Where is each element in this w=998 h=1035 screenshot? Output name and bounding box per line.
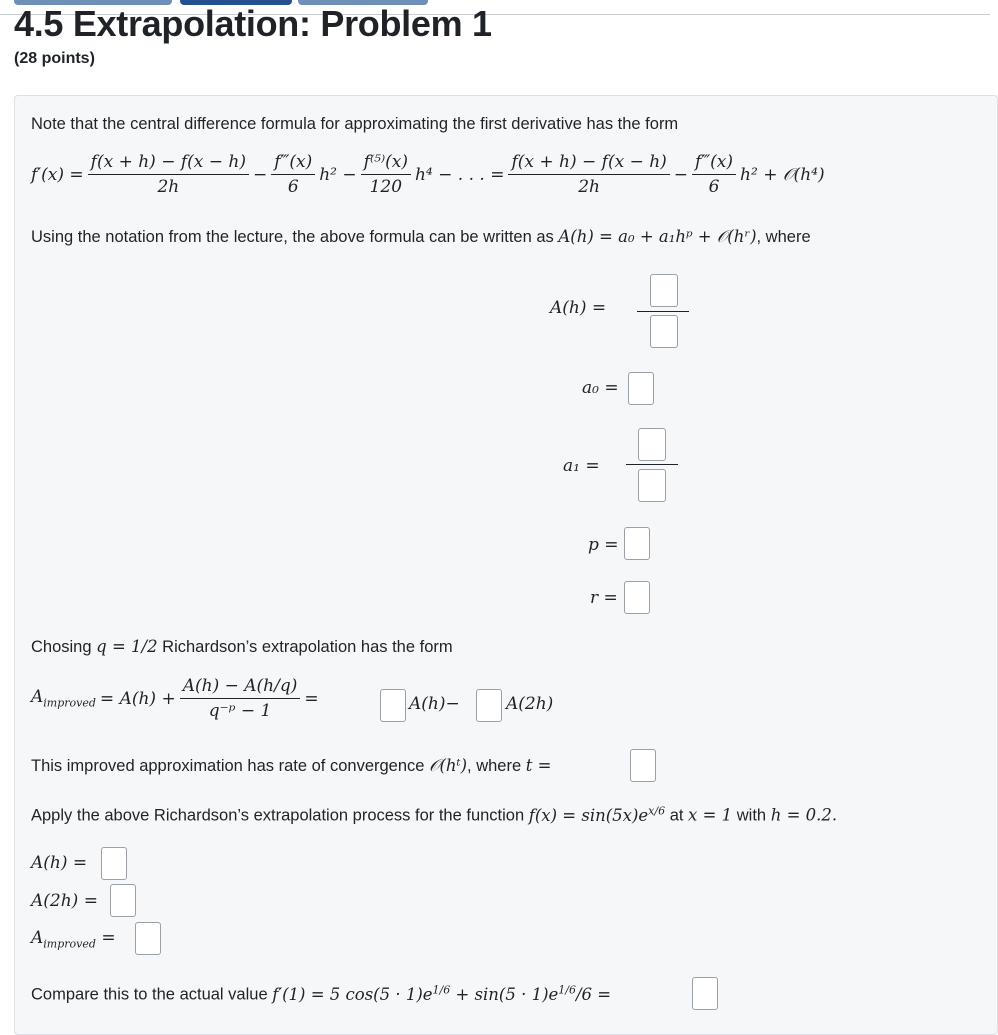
intro-text: Note that the central difference formula for approximating the first derivative has the form (31, 115, 679, 133)
coef-A-h-input[interactable] (380, 689, 406, 722)
A-h-fraction-bar (637, 311, 689, 312)
r-input[interactable] (624, 581, 650, 614)
term-A-h: A(h)− (409, 694, 460, 714)
actual-value-input[interactable] (692, 977, 718, 1010)
label-result-A-improved: $A_{improved}$ = (31, 928, 116, 951)
richardson-formula: $A_{improved}$ = A(h) + $\frac{A(h) - A(h/q)}{\text{q⁻ᵖ − 1}}$ = (31, 676, 319, 721)
choosing-line: Chosing q = 1/2 Richardson’s extrapolation has the form (31, 637, 453, 656)
p-input[interactable] (624, 527, 650, 560)
fraction-5: $\frac{f‴(x)}{6}$ (692, 152, 736, 197)
label-A-h: A(h) = (550, 298, 607, 318)
central-difference-formula: f′(x) = $\frac{f(x + h) - f(x - h)}{2h}$ − $\frac{f‴(x)}{6}$ h² − $\frac{\text{f⁽⁵⁾(x)}}{120}$ h⁴ − . . . = $\frac{f(x + h) - f(x - h)}{2h}$ − $\frac{f‴(x)}{6}$ h² + 𝒪(h⁴) (31, 152, 825, 197)
label-a0: a₀ = (582, 378, 619, 398)
label-a1: a₁ = (563, 456, 600, 476)
apply-line: Apply the above Richardson’s extrapolation process for the function $f(x) = \sin(5x)e^{x/6}$ at x = 1 with h = 0.2. (31, 804, 838, 825)
label-result-A-h: A(h) = (31, 853, 88, 873)
rate-line: This improved approximation has rate of convergence 𝒪(hᵗ), where t = (31, 756, 552, 775)
label-p: p = (588, 535, 619, 555)
A-improved-symbol: $A_{improved}$ (31, 687, 96, 710)
points-label: (28 points) (14, 50, 95, 67)
formula-lhs: f′(x) = (31, 164, 84, 185)
fraction-1: $\frac{f(x + h) - f(x - h)}{2h}$ (88, 152, 249, 197)
richardson-fraction: $\frac{A(h) - A(h/q)}{\text{q⁻ᵖ − 1}}$ (180, 676, 301, 721)
label-result-A-2h: A(2h) = (31, 891, 98, 911)
t-input[interactable] (630, 749, 656, 782)
a1-numerator-input[interactable] (638, 428, 666, 461)
result-A-improved-input[interactable] (135, 922, 161, 955)
a1-denominator-input[interactable] (638, 469, 666, 502)
compare-line: Compare this to the actual value f′(1) = 5 $\cos(5 \cdot 1)e^{1/6} + \sin(5 \cdot 1)e^{1/6}/6$ = (31, 983, 612, 1004)
notation-line: Using the notation from the lecture, the above formula can be written as A(h) = a₀ + a₁hᵖ + 𝒪(hʳ), where (31, 227, 811, 246)
fraction-2: $\frac{f‴(x)}{6}$ (271, 152, 315, 197)
fraction-3: $\frac{\text{f⁽⁵⁾(x)}}{120}$ (361, 152, 411, 197)
coef-A-2h-input[interactable] (476, 689, 502, 722)
term-A-2h: A(2h) (506, 694, 554, 714)
page-title: 4.5 Extrapolation: Problem 1 (14, 3, 492, 44)
A-h-numerator-input[interactable] (650, 274, 678, 307)
result-A-2h-input[interactable] (110, 884, 136, 917)
fraction-4: $\frac{f(x + h) - f(x - h)}{2h}$ (508, 152, 669, 197)
label-r: r = (590, 588, 618, 608)
a1-fraction-bar (626, 464, 678, 465)
a0-input[interactable] (628, 372, 654, 405)
A-h-denominator-input[interactable] (650, 315, 678, 348)
result-A-h-input[interactable] (101, 847, 127, 880)
